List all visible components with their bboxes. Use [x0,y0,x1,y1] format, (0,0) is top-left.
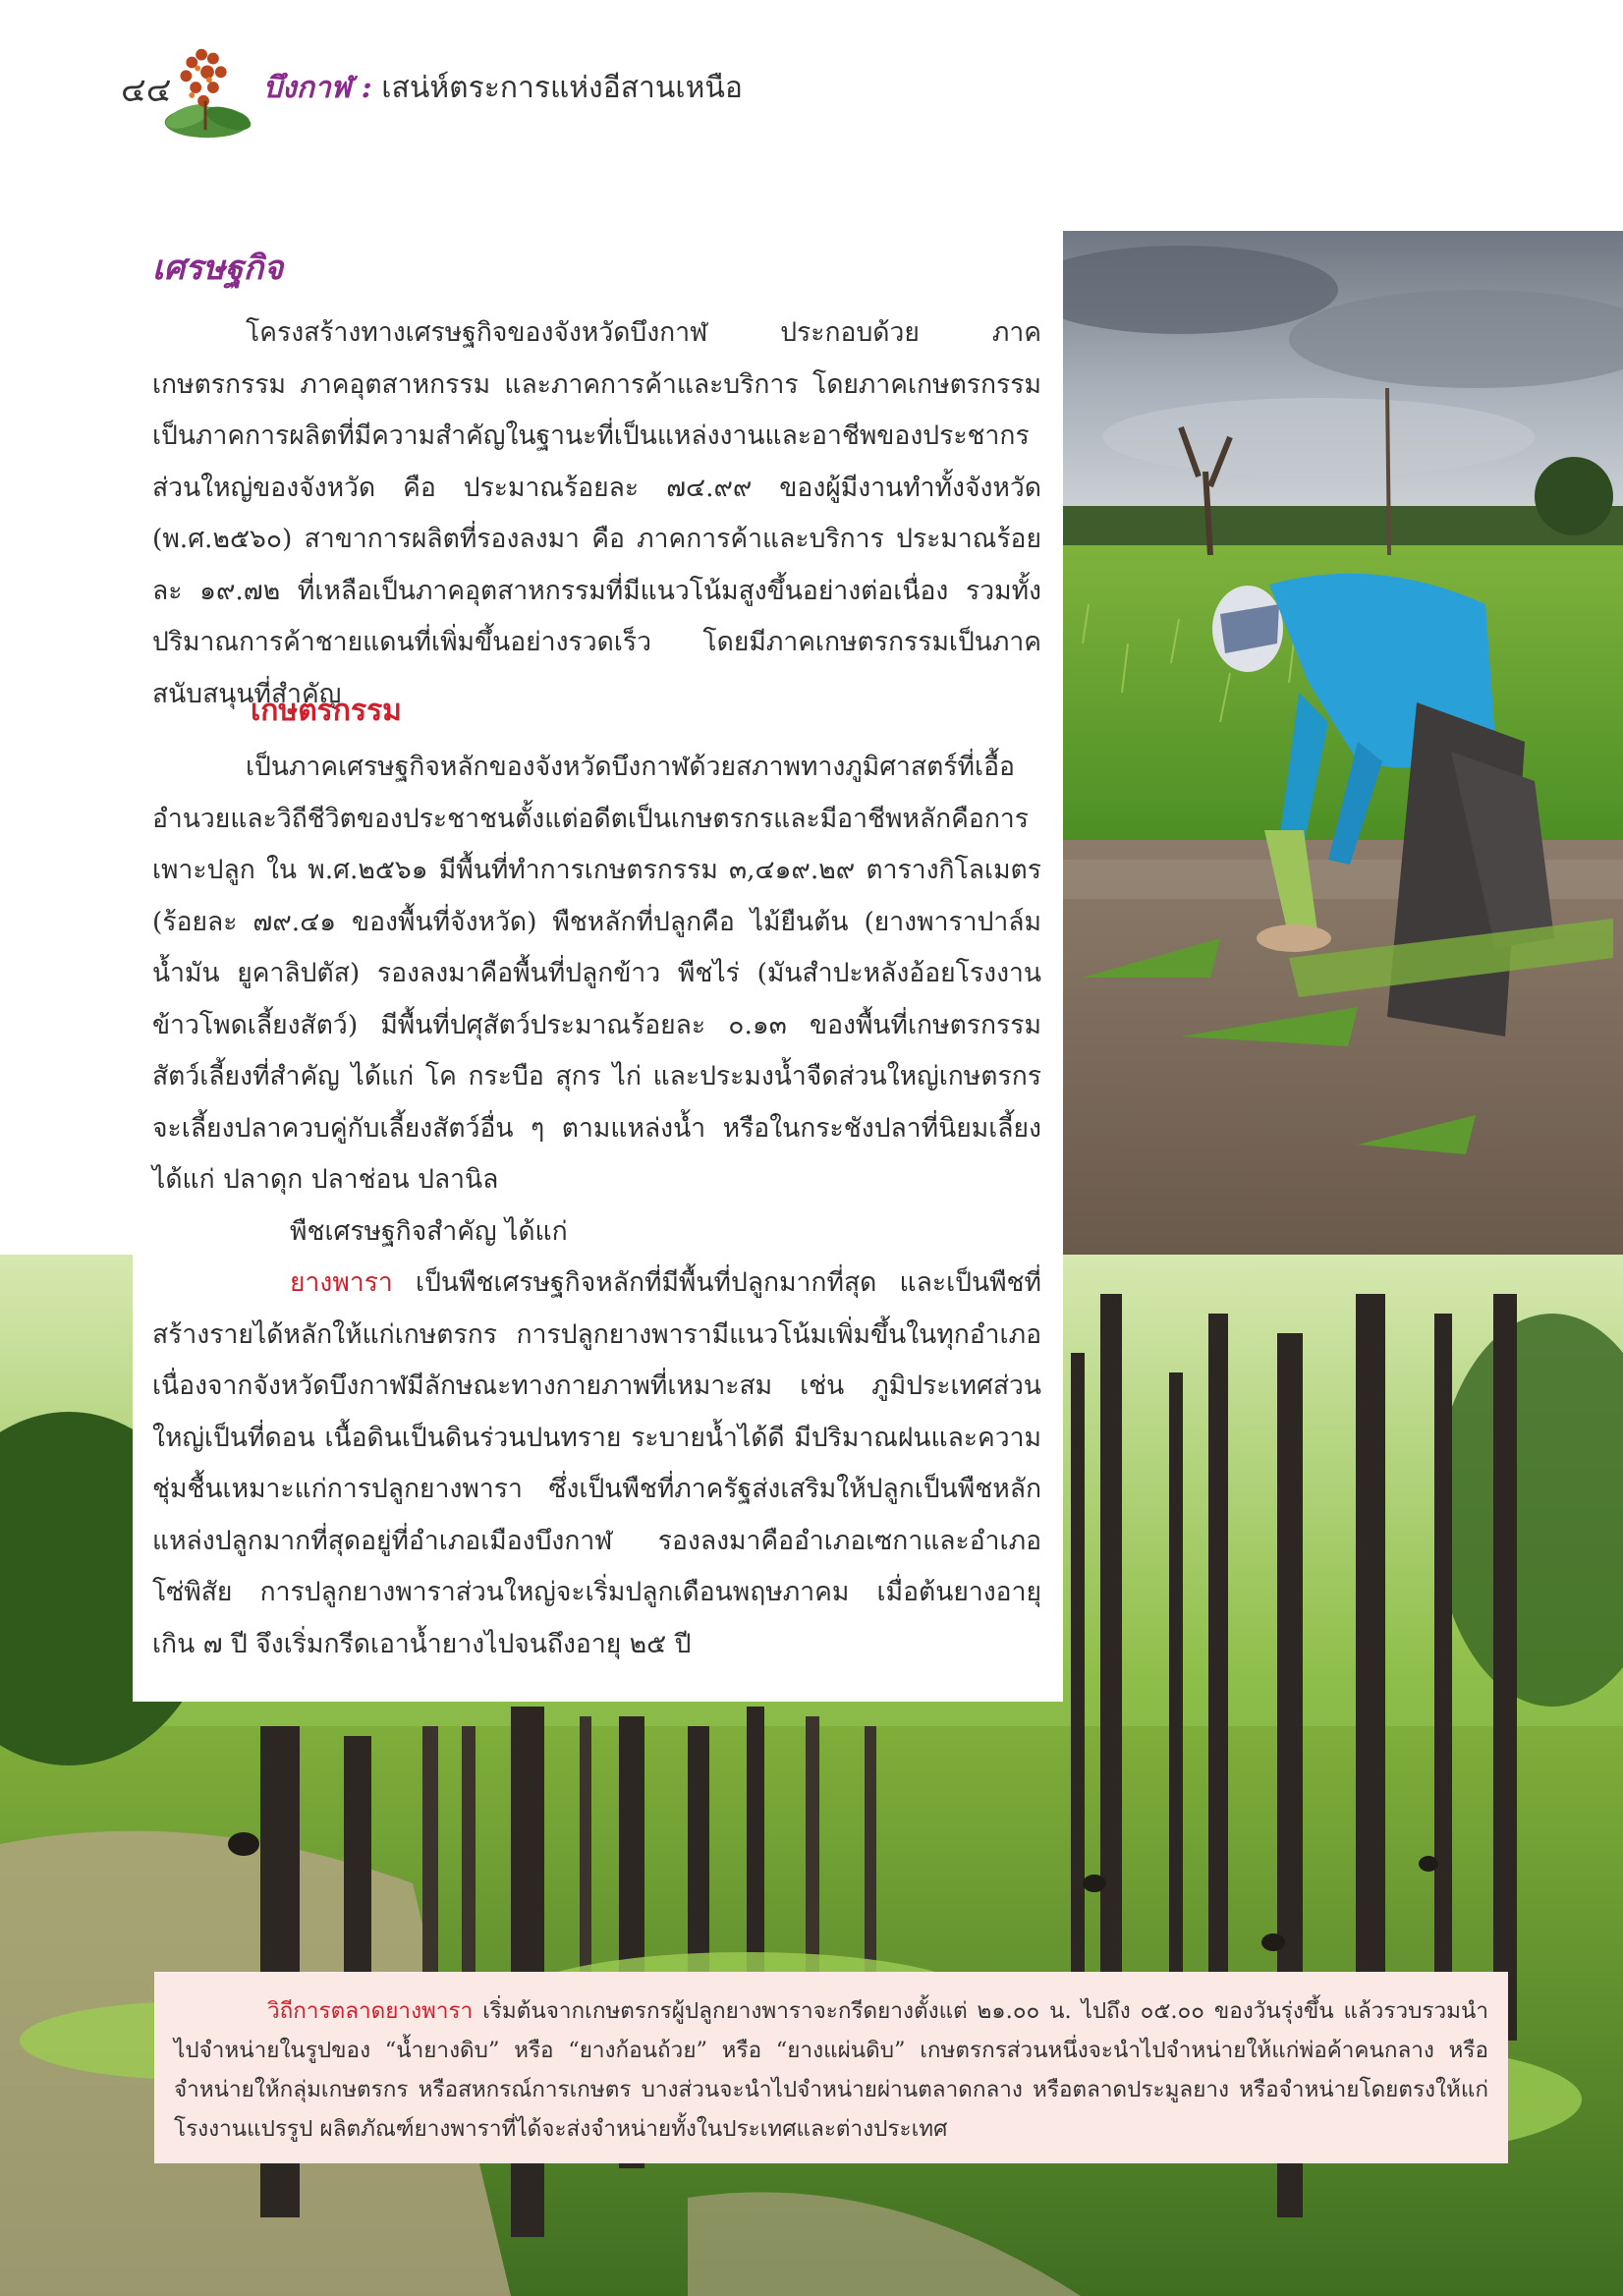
page-header [116,51,902,149]
header-brand: บึงกาฬ : [263,71,372,105]
rubber-marketing-box [154,1972,1508,2163]
rubber-marketing-paragraph [174,1991,1488,2149]
rice-planting-photo [1063,231,1623,1255]
rice-farmer-image [1063,231,1623,1255]
rubber-text: เป็นพืชเศรษฐกิจหลักที่มีพื้นที่ปลูกมากที่สุด และเป็นพืชที่สร้างรายได้หลักให้แก่เกษตรกร การปลูกยางพารามีแนวโน้มเพิ่มขึ้นในทุกอำเภอเนื่องจากจังหวัดบึงกาฬมีลักษณะทางกายภาพที่เหมาะสม เช่น ภูมิประเทศส่วนใหญ่เป็นที่ดอน เนื้อดินเป็นดินร่วนปนทราย ระบายน้ำได้ดี มีปริมาณฝนและความชุ่มชื้นเหมาะแก่การปลูกยางพารา ซึ่งเป็นพืชที่ภาครัฐส่งเสริมให้ปลูกเป็นพืชหลัก แหล่งปลูกมากที่สุดอยู่ที่อำเภอเมืองบึงกาฬ รองลงมาคืออำเภอเซกาและอำเภอโซ่พิสัย การปลูกยางพาราส่วนใหญ่จะเริ่มปลูกเดือนพฤษภาคม เมื่อต้นยางอายุเกิน ๗ ปี จึงเริ่มกรีดเอาน้ำยางไปจนถึงอายุ ๒๕ ปี [152,1267,1041,1659]
header-subtitle: เสน่ห์ตระการแห่งอีสานเหนือ [371,71,743,105]
rubber-marketing-text: เริ่มต้นจากเกษตรกรผู้ปลูกยางพาราจะกรีดยางตั้งแต่ ๒๑.๐๐ น. ไปถึง ๐๕.๐๐ ของวันรุ่งขึ้น แล้วรวบรวมนำไปจำหน่ายในรูปของ “น้ำยางดิบ” หรือ “ยางก้อนถ้วย” หรือ “ยางแผ่นดิบ” เกษตรกรส่วนหนึ่งจะนำไปจำหน่ายให้แก่พ่อค้าคนกลาง หรือจำหน่ายให้กลุ่มเกษตรกร หรือสหกรณ์การเกษตร บางส่วนจะนำไปจำหน่ายผ่านตลาดกลาง หรือตลาดประมูลยาง หรือจำหน่ายโดยตรงให้แก่โรงงานแปรรูป ผลิตภัณฑ์ยางพาราที่ได้จะส่งจำหน่ายทั้งในประเทศและต่างประเทศ [174,1998,1488,2142]
header-title [263,65,743,111]
economy-paragraph [152,308,1041,720]
crops-intro-text: พืชเศรษฐกิจสำคัญ ได้แก่ [290,1216,568,1247]
agriculture-heading: เกษตรกรรม [251,694,402,728]
page-number: ๔๔ [121,71,172,110]
economy-text: โครงสร้างทางเศรษฐกิจของจังหวัดบึงกาฬ ประกอบด้วย ภาคเกษตรกรรม ภาคอุตสาหกรรม และภาคการค้าและบริการ โดยภาคเกษตรกรรมเป็นภาคการผลิตที่มีความสำคัญในฐานะที่เป็นแหล่งงานและอาชีพของประชากรส่วนใหญ่ของจังหวัด คือ ประมาณร้อยละ ๗๔.๙๙ ของผู้มีงานทำทั้งจังหวัด (พ.ศ.๒๕๖๐) สาขาการผลิตที่รองลงมา คือ ภาคการค้าและบริการ ประมาณร้อยละ ๑๙.๗๒ ที่เหลือเป็นภาคอุตสาหกรรมที่มีแนวโน้มสูงขึ้นอย่างต่อเนื่อง รวมทั้งปริมาณการค้าชายแดนที่เพิ่มขึ้นอย่างรวดเร็ว โดยมีภาคเกษตรกรรมเป็นภาคสนับสนุนที่สำคัญ [152,317,1041,709]
section-heading-economy: เศรษฐกิจ [152,249,284,288]
crops-intro-paragraph [152,1206,1041,1259]
agriculture-paragraph [152,742,1041,1206]
flower-ornament-icon [149,33,265,149]
rubber-marketing-term: วิถีการตลาดยางพารา [267,1998,474,2024]
agriculture-text: เป็นภาคเศรษฐกิจหลักของจังหวัดบึงกาฬด้วยสภาพทางภูมิศาสตร์ที่เอื้ออำนวยและวิถีชีวิตของประชาชนตั้งแต่อดีตเป็นเกษตรกรและมีอาชีพหลักคือการเพาะปลูก ใน พ.ศ.๒๕๖๑ มีพื้นที่ทำการเกษตรกรรม ๓,๔๑๙.๒๙ ตารางกิโลเมตร (ร้อยละ ๗๙.๔๑ ของพื้นที่จังหวัด) พืชหลักที่ปลูกคือ ไม้ยืนต้น (ยางพาราปาล์มน้ำมัน ยูคาลิปตัส) รองลงมาคือพื้นที่ปลูกข้าว พืชไร่ (มันสำปะหลังอ้อยโรงงาน ข้าวโพดเลี้ยงสัตว์) มีพื้นที่ปศุสัตว์ประมาณร้อยละ ๐.๑๓ ของพื้นที่เกษตรกรรม สัตว์เลี้ยงที่สำคัญ ได้แก่ โค กระบือ สุกร ไก่ และประมงน้ำจืดส่วนใหญ่เกษตรกรจะเลี้ยงปลาควบคู่กับเลี้ยงสัตว์อื่น ๆ ตามแหล่งน้ำ หรือในกระชังปลาที่นิยมเลี้ยง ได้แก่ ปลาดุก ปลาช่อน ปลานิล [152,752,1041,1195]
rubber-term: ยางพารา [290,1267,393,1298]
rubber-paragraph [152,1258,1041,1670]
main-text-panel [133,231,1063,1702]
